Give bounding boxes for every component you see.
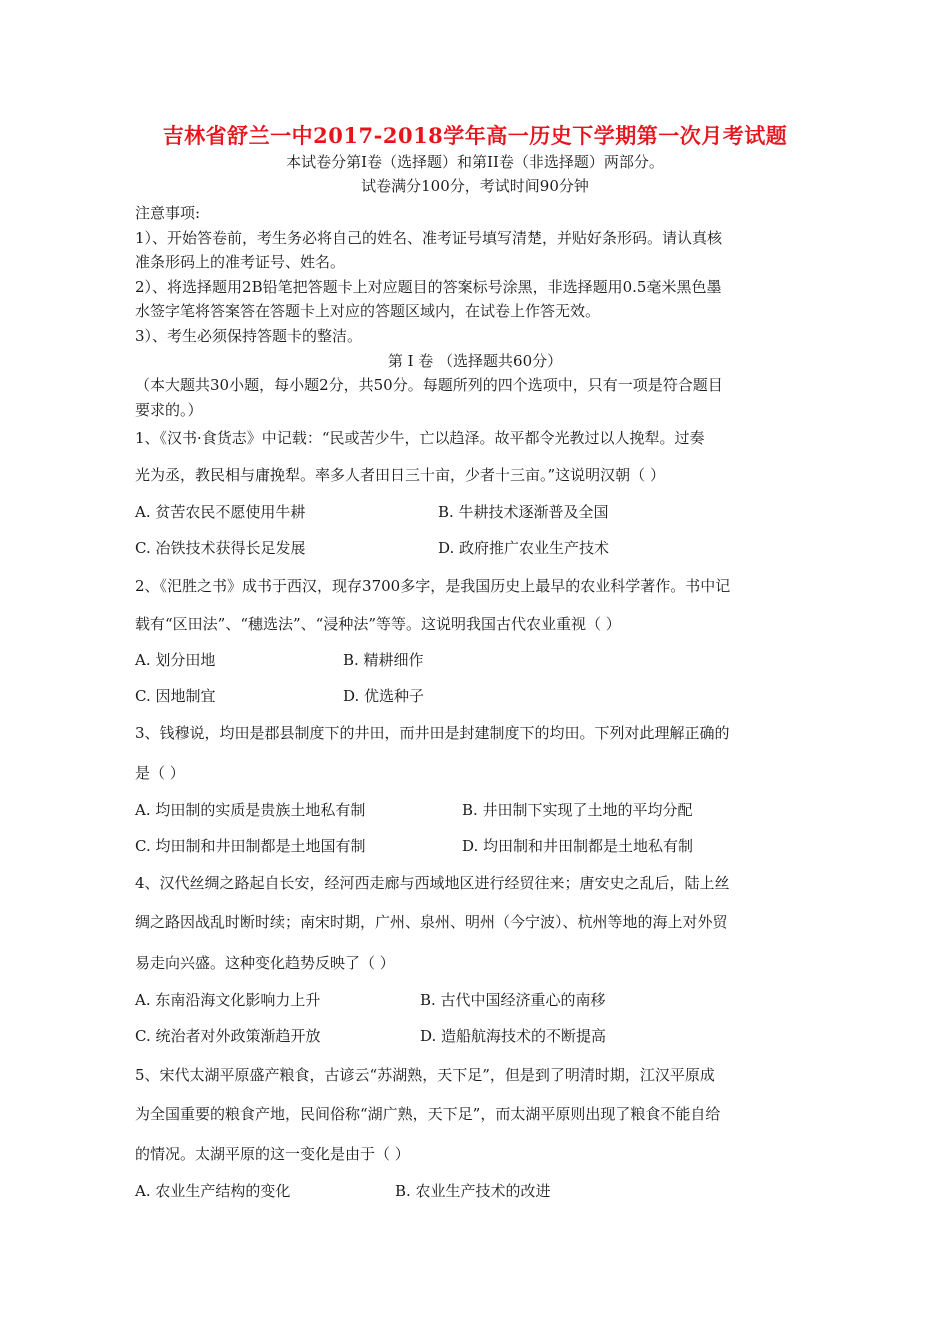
- question-stem: 2、《汜胜之书》成书于西汉，现存3700多字，是我国历史上最早的农业科学著作。书中记: [135, 577, 731, 595]
- notice-item-1: 1）、开始答卷前，考生务必将自己的姓名、准考证号填写清楚，并贴好条形码。请认真核: [135, 229, 723, 247]
- question-stem: 5、宋代太湖平原盛产粮食，古谚云“苏湖熟，天下足”，但是到了明清时期，江汉平原成: [135, 1066, 715, 1084]
- option-a: A. 均田制的实质是贵族土地私有制: [135, 801, 366, 819]
- option-a: A. 贫苦农民不愿使用牛耕: [135, 503, 306, 521]
- exam-title: 吉林省舒兰一中2017-2018学年高一历史下学期第一次月考试题: [162, 123, 788, 148]
- question-stem: 光为丞，教民相与庸挽犁。率多人者田日三十亩，少者十三亩。”这说明汉朝（ ）: [135, 466, 665, 484]
- option-b: B. 古代中国经济重心的南移: [420, 991, 606, 1009]
- option-d: D. 政府推广农业生产技术: [438, 539, 610, 557]
- question-stem: 载有“区田法”、“穗选法”、“浸种法”等等。这说明我国古代农业重视（ ）: [135, 615, 621, 633]
- section-heading: 第 Ⅰ 卷 （选择题共60分）: [387, 352, 563, 370]
- option-b: B. 井田制下实现了土地的平均分配: [462, 801, 693, 819]
- option-c: C. 冶铁技术获得长足发展: [135, 539, 306, 557]
- option-c: C. 因地制宜: [135, 687, 216, 705]
- option-c: C. 均田制和井田制都是土地国有制: [135, 837, 366, 855]
- option-d: D. 造船航海技术的不断提高: [420, 1027, 607, 1045]
- question-stem: 绸之路因战乱时断时续；南宋时期，广州、泉州、明州（今宁波）、杭州等地的海上对外贸: [135, 913, 728, 931]
- exam-subtitle-score-time: 试卷满分100分，考试时间90分钟: [361, 177, 589, 195]
- notice-item-2: 2）、将选择题用2B铅笔把答题卡上对应题目的答案标号涂黑，非选择题用0.5毫米黑色墨: [135, 278, 722, 296]
- question-stem: 易走向兴盛。这种变化趋势反映了（ ）: [135, 954, 395, 972]
- option-b: B. 精耕细作: [343, 651, 424, 669]
- option-d: D. 优选种子: [343, 687, 425, 705]
- notice-heading: 注意事项:: [135, 204, 201, 222]
- question-stem: 为全国重要的粮食产地，民间俗称“湖广熟，天下足”，而太湖平原则出现了粮食不能自给: [135, 1105, 721, 1123]
- question-stem: 的情况。太湖平原的这一变化是由于（ ）: [135, 1145, 410, 1163]
- section-intro-cont: 要求的。）: [135, 401, 203, 419]
- notice-item-1-cont: 准条形码上的准考证号、姓名。: [135, 253, 346, 271]
- notice-item-3: 3）、考生必须保持答题卡的整洁。: [135, 327, 363, 345]
- question-stem: 4、汉代丝绸之路起自长安，经河西走廊与西域地区进行经贸往来；唐安史之乱后，陆上丝: [135, 874, 730, 892]
- section-intro: （本大题共30小题，每小题2分，共50分。每题所列的四个选项中，只有一项是符合题目: [135, 376, 723, 394]
- option-b: B. 牛耕技术逐渐普及全国: [438, 503, 609, 521]
- question-stem: 是（ ）: [135, 764, 185, 782]
- exam-subtitle-parts: 本试卷分第Ⅰ卷（选择题）和第II卷（非选择题）两部分。: [286, 153, 664, 171]
- option-d: D. 均田制和井田制都是土地私有制: [462, 837, 694, 855]
- question-stem: 1、《汉书·食货志》中记载：“民或苦少牛，亡以趋泽。故平都令光教过以人挽犁。过奏: [135, 429, 705, 447]
- option-b: B. 农业生产技术的改进: [395, 1182, 551, 1200]
- notice-item-2-cont: 水签字笔将答案答在答题卡上对应的答题区域内，在试卷上作答无效。: [135, 302, 601, 320]
- option-a: A. 东南沿海文化影响力上升: [135, 991, 321, 1009]
- option-a: A. 划分田地: [135, 651, 216, 669]
- question-stem: 3、钱穆说，均田是郡县制度下的井田，而井田是封建制度下的均田。下列对此理解正确的: [135, 724, 730, 742]
- option-a: A. 农业生产结构的变化: [135, 1182, 291, 1200]
- option-c: C. 统治者对外政策渐趋开放: [135, 1027, 321, 1045]
